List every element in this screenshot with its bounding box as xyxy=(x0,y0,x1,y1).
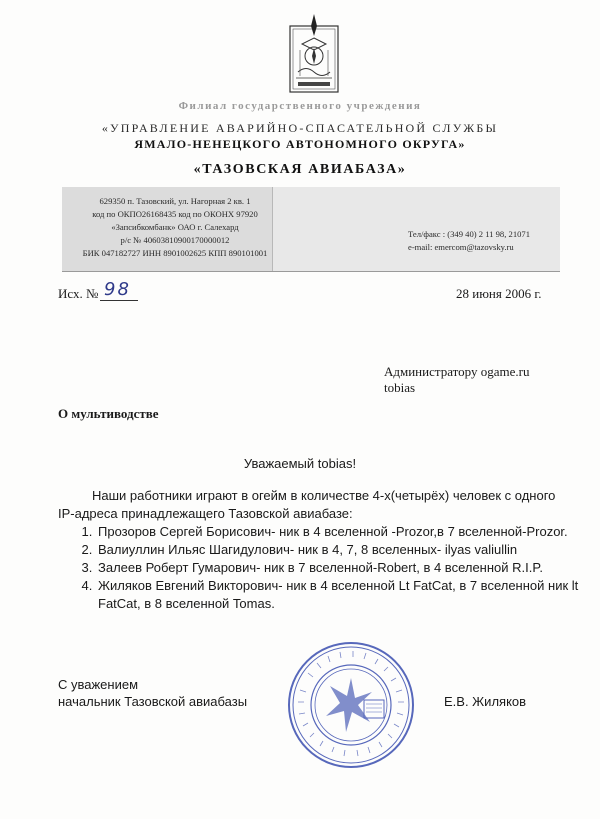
ref-number: 98 xyxy=(104,279,131,300)
req-account: р/с № 40603810900170000012 xyxy=(120,235,230,245)
base-name: «ТАЗОВСКАЯ АВИАБАЗА» xyxy=(193,162,407,177)
ref-date: 28 июня 2006 г. xyxy=(456,286,542,301)
ref-underline xyxy=(100,300,138,301)
closing-position: начальник Тазовской авиабазы xyxy=(58,694,248,709)
req-phone: Тел/факс : (349 40) 2 11 98, 21071 xyxy=(408,229,531,239)
req-address: 629350 п. Тазовский, ул. Нагорная 2 кв. 1 xyxy=(99,196,251,206)
org-line-1: «УПРАВЛЕНИЕ АВАРИЙНО-СПАСАТЕЛЬНОЙ СЛУЖБЫ xyxy=(101,121,499,135)
signer-name: Е.В. Жиляков xyxy=(444,694,527,709)
subject-line: О мультиводстве xyxy=(58,406,159,421)
ref-label: Исх. № xyxy=(58,286,99,301)
intro-paragraph: Наши работники играют в огейм в количестве 4-х(четырёх) человек с одного IP-адреса принадлежащего Тазовской авиабазе: xyxy=(58,488,556,521)
employee-list xyxy=(58,523,596,613)
emblem-icon xyxy=(284,10,344,96)
list-item: 1. Прозоров Сергей Борисович- ник в 4 вселенной -Prozor,в 7 вселенной-Prozor. xyxy=(96,523,596,541)
req-email: e-mail: emercom@tazovsky.ru xyxy=(408,242,514,252)
req-bik: БИК 047182727 ИНН 8901002625 КПП 890101001 xyxy=(82,248,268,258)
official-stamp xyxy=(286,640,416,770)
branch-line: Филиал государственного учреждения xyxy=(178,100,422,112)
list-item: 3. Залеев Роберт Гумарович- ник в 7 вселенной-Robert, в 4 вселенной R.I.P. xyxy=(96,559,596,577)
list-item: 4. Жиляков Евгений Викторович- ник в 4 вселенной Lt FatCat, в 7 вселенной ник lt FatCat, в 8 вселенной Tomas. xyxy=(96,577,596,613)
list-item: 2. Валиуллин Ильяс Шагидулович- ник в 4, 7, 8 вселенных- ilyas valiullin xyxy=(96,541,596,559)
greeting: Уважаемый tobias! xyxy=(243,456,357,471)
req-okpo: код по ОКПО26168435 код по ОКОНХ 97920 xyxy=(92,209,258,219)
org-line-2: ЯМАЛО-НЕНЕЦКОГО АВТОНОМНОГО ОКРУГА» xyxy=(134,137,466,151)
addressee-line-2: tobias xyxy=(384,380,416,395)
closing-regards: С уважением xyxy=(58,677,139,692)
req-bank: «Запсибкомбанк» ОАО г. Салехард xyxy=(111,222,239,232)
addressee-line-1: Администратору ogame.ru xyxy=(384,364,530,379)
